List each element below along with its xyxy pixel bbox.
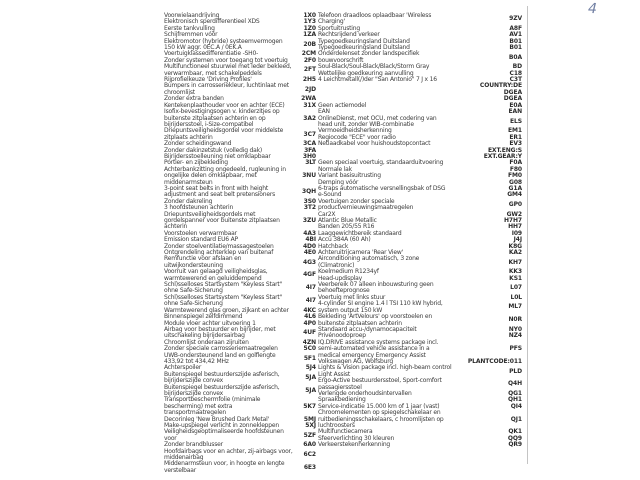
- equipment-description: Onderdelenset zonder landspecifiek bouwvoorschrift: [318, 50, 420, 64]
- equipment-description: Driepuntsveiligheidsgordels met gordelspanner voor buitenste zitplaatsen achterin: [164, 210, 280, 231]
- equipment-code: QK1: [508, 428, 522, 436]
- equipment-row: [318, 314, 522, 327]
- equipment-description: Veiligheidsgeoptimaliseerde hoofdsteunen voor: [164, 428, 284, 442]
- equipment-code: 4ZN: [302, 338, 316, 346]
- equipment-description: Variant basisuitrusting: [318, 172, 381, 180]
- equipment-description: 4-cylinder SI engine 1.4 l TSI 110 kW hybrid, system output 150 kW: [318, 300, 443, 314]
- equipment-code: KK3: [508, 268, 522, 276]
- equipment-row: [164, 397, 316, 416]
- equipment-code: DGEA: [503, 88, 522, 96]
- equipment-code: QJ1: [510, 415, 522, 423]
- equipment-description: Zonder scheidingswand: [164, 140, 232, 148]
- equipment-code: PFS: [509, 345, 522, 353]
- equipment-row: [164, 372, 316, 385]
- equipment-description: Volkswagen AG, Wolfsburg: [318, 357, 393, 365]
- equipment-code: Q4H: [508, 380, 522, 388]
- equipment-code: FM0: [508, 172, 522, 180]
- equipment-description: Voertuig met links stuur: [318, 293, 386, 301]
- equipment-description: Schl)sselloses Startsystem "Keyless Start" ohne Safe-Sicherung: [164, 293, 283, 308]
- equipment-row: [164, 461, 316, 474]
- equipment-code: KH7: [508, 258, 522, 266]
- equipment-code: B01: [509, 37, 522, 45]
- equipment-row: [164, 282, 316, 295]
- equipment-code: QQ9: [507, 434, 522, 442]
- equipment-code: 3H0: [302, 152, 316, 160]
- equipment-code: 5ZF: [303, 431, 316, 439]
- equipment-description: Zonder stoelventilatie/massagestoelen: [164, 242, 274, 250]
- equipment-description: 3-point seat belts in front with height adjustment and seat belt pretensioners: [164, 184, 276, 199]
- equipment-code: GW2: [506, 210, 522, 218]
- equipment-description: Schijfremmen vóór: [164, 31, 218, 39]
- equipment-code: 4P0: [303, 319, 316, 327]
- equipment-code: B01: [509, 44, 522, 52]
- equipment-description: Veerbereik 07 alleen inbouwsturing geen behoefteprognose: [318, 281, 434, 295]
- equipment-code: AV1: [509, 31, 522, 39]
- equipment-description: Binnenspiegel zelfdimmend: [164, 313, 243, 321]
- equipment-description: OnlineDienst, met OCU, met codering van head unit, zonder WIB-combinatie: [318, 114, 437, 128]
- equipment-code: NZ4: [508, 332, 522, 340]
- equipment-description: Zonder brandblusser: [164, 441, 223, 449]
- equipment-code: 4I7: [305, 297, 316, 305]
- equipment-description: Vermoeidheidsherkenning: [318, 127, 392, 135]
- equipment-description: Ergo-Active bestuurdersstoel, Sport-comfort passagiersstoel: [318, 377, 442, 391]
- equipment-code: ML7: [508, 303, 522, 311]
- equipment-description: Verkeerstekenherkenning: [318, 441, 391, 449]
- equipment-code: 3FA: [304, 146, 316, 154]
- equipment-description: Transportbeschermfolie (minimale bescherming) met extra transportmaatregelen: [164, 396, 261, 417]
- equipment-description: Multifunctiecamera: [318, 428, 373, 436]
- equipment-description: Chroomlijst onderaan zijruiten: [164, 338, 249, 346]
- equipment-description: Portier- en zijbekleding: [164, 159, 228, 167]
- equipment-code: 1X0: [303, 12, 316, 19]
- equipment-code: 4BI: [305, 236, 316, 244]
- equipment-description: Multifunctioneel stuurwiel met leder bekleed, verwarmbaar, met schakelpeddels: [164, 63, 292, 77]
- equipment-description: 6-traps automatische versnellingsbak of DSG: [318, 184, 446, 192]
- equipment-code: 4A3: [303, 229, 316, 237]
- equipment-description: Spraakbediening: [318, 396, 366, 404]
- equipment-code: 3A2: [303, 114, 316, 122]
- equipment-code: 31X: [303, 101, 316, 109]
- equipment-code: 5JA: [305, 386, 316, 394]
- equipment-description: Banden 205/55 R16: [318, 223, 375, 231]
- equipment-description: Remfunctie voor afslaan en uitwijkondersteuning: [164, 255, 242, 269]
- equipment-description: e-Sound: [318, 191, 342, 199]
- equipment-description: Ontgrendeling achterklep van buitenaf: [164, 249, 274, 257]
- equipment-description: Achteruitrijcamera 'Rear View': [318, 249, 403, 257]
- equipment-code: 4E0: [303, 249, 316, 257]
- equipment-description: Standaard accu-/dynamocapaciteit: [318, 325, 417, 333]
- equipment-description: Zonder dakinzetstuk (volledig dak): [164, 146, 263, 154]
- equipment-code: EAN: [508, 108, 522, 116]
- equipment-description: Head-updisplay: [318, 274, 362, 282]
- equipment-description: Zonder speciale carrosseriemaatregelen: [164, 345, 278, 353]
- equipment-code: ELS: [510, 117, 522, 125]
- equipment-code: 9ZV: [509, 15, 522, 23]
- equipment-description: 3 hoofdsteunen achterin: [164, 204, 234, 212]
- equipment-description: UWB-ondersteunend land en golflengte 433,92 tot 434,42 MHz: [164, 351, 276, 365]
- equipment-code: J4J: [513, 236, 522, 244]
- equipment-description: Typegoedkeuringsland Duitsland: [318, 44, 410, 52]
- equipment-row: [164, 295, 316, 308]
- equipment-description: Make-upspiegel verlicht in zonnekleppen: [164, 422, 279, 429]
- equipment-description: Bekleding 'ArtVelours' op voorstoelen en buitenste zitplaatsen achterin: [318, 313, 432, 327]
- equipment-code: QI4: [510, 402, 522, 410]
- equipment-code: 4G3: [303, 258, 316, 266]
- equipment-description: Demping vóór: [318, 178, 359, 186]
- equipment-description: Hatchback: [318, 242, 349, 250]
- equipment-code: 1Z0: [303, 24, 316, 32]
- equipment-description: Driepuntsveiligheidsgordel voor middelste zitplaats achterin: [164, 127, 284, 141]
- equipment-code: 6A0: [303, 441, 316, 449]
- equipment-code: HH7: [508, 223, 522, 231]
- equipment-description: Buitenspiegel bestuurderszijde asferisch, bijrijderszijde convex: [164, 370, 280, 385]
- equipment-code: 2H5: [302, 76, 316, 84]
- equipment-description: Verlengde onderhoudsintervallen: [318, 389, 412, 397]
- equipment-code: EV3: [509, 140, 522, 148]
- equipment-description: Bijrijdersstoelleuning niet omklapbaar: [164, 152, 271, 160]
- equipment-row: [318, 340, 522, 359]
- equipment-code: F0A: [509, 159, 522, 167]
- equipment-code: QH1: [508, 396, 522, 404]
- page-edge-divider: [527, 6, 528, 464]
- handwritten-page-number: 4: [587, 0, 598, 18]
- equipment-description: Schl)sselloses Startsystem "Keyless Start" ohne Safe-Sicherung: [164, 281, 283, 295]
- equipment-description: Service-indicatie 15.000 km of 1 jaar (vast): [318, 402, 440, 410]
- equipment-code: L0L: [510, 293, 522, 301]
- equipment-description: Eerste tankvulling: [164, 24, 215, 32]
- equipment-description: Soul-Black/Soul-Black/Black/Storm Gray: [318, 63, 430, 71]
- equipment-code: 5F1: [303, 354, 316, 362]
- equipment-code: 3LT: [305, 159, 316, 167]
- equipment-code: 3S0: [303, 197, 316, 205]
- equipment-code: 4L6: [304, 313, 316, 321]
- equipment-description: Kentekenplaathouder voor en achter (ECE): [164, 101, 285, 109]
- equipment-description: Wettelijke goedkeuring aanvulling: [318, 69, 414, 77]
- equipment-description: Voertuigen zonder speciale productvernieuwingsmaatregelen: [318, 197, 414, 212]
- equipment-code: PLD: [509, 367, 522, 375]
- equipment-code: 2FT: [303, 66, 316, 74]
- equipment-code: PLANTCODE:011: [467, 357, 522, 365]
- equipment-description: Car2X: [318, 210, 336, 218]
- equipment-description: Middenarmsteun voor, in hoogte en lengte verstelbaar: [164, 460, 285, 474]
- equipment-code: 4KC: [303, 306, 316, 314]
- equipment-code: I09: [511, 229, 522, 237]
- equipment-code: EM1: [508, 127, 522, 135]
- equipment-code: C18: [509, 69, 522, 77]
- equipment-list-right-column: [318, 13, 522, 449]
- equipment-code: 5K7: [303, 402, 316, 410]
- equipment-row: [164, 186, 316, 199]
- equipment-description: Elektromotor (hybride) systeemvermogen 150 kW aggr. 0EC.A / 0EK.A: [164, 37, 283, 52]
- equipment-description: Koelmedium R1234yf: [318, 268, 379, 276]
- equipment-code: BD: [512, 63, 522, 71]
- equipment-code: 6C2: [303, 450, 316, 458]
- equipment-code: 2CM: [301, 50, 316, 58]
- equipment-code: ER1: [509, 133, 522, 141]
- equipment-code: NY0: [508, 325, 522, 333]
- equipment-description: Sfeerverlichting 30 kleuren: [318, 434, 395, 442]
- equipment-code: A8F: [509, 24, 522, 32]
- equipment-code: G08: [509, 178, 522, 186]
- equipment-description: Buitenspiegel bestuurderszijde asferisch, bijrijderszijde convex: [164, 383, 280, 397]
- equipment-description: Voorwielaandrijving: [164, 12, 220, 19]
- equipment-description: IQ.DRIVE assistance systems package incl. semi-automated vehicle assistance in a medical emergency Emergency Assist: [318, 338, 439, 359]
- equipment-description: Hoofdairbags voor en achter, zij-airbags voor, middenairbag: [164, 447, 293, 462]
- equipment-code: 1ZA: [303, 31, 316, 39]
- equipment-description: Geen speciaal voertuig, standaarduitvoering: [318, 159, 444, 167]
- equipment-description: Isofix-bevestigingsogen v. kinderzitjes op buitenste zitplaatsen achterin en op bijrijdersstoel, i-Size-compatibel: [164, 108, 280, 128]
- equipment-description: Geen actiemodel: [318, 101, 367, 109]
- equipment-code: 3NU: [302, 172, 316, 180]
- equipment-description: Module vloer achter uitvoering 1: [164, 319, 256, 327]
- equipment-description: Airconditioning automatisch, 3 zone (Climatronic): [318, 255, 420, 269]
- equipment-code: DGEA: [503, 95, 522, 103]
- equipment-description: 4 Leichtmetall(/)der "San Antonio" 7 J x 16: [318, 76, 437, 84]
- equipment-code: 20B: [303, 40, 316, 48]
- equipment-code: KS1: [509, 274, 522, 282]
- equipment-code: 3T2: [303, 204, 316, 212]
- equipment-code: B0A: [508, 53, 522, 61]
- equipment-description: Normale lak: [318, 165, 352, 173]
- equipment-code: 5C0: [303, 345, 316, 353]
- equipment-code: 5JA: [305, 373, 316, 381]
- equipment-description: Lights & Vision package incl. high-beam control Light Assist: [318, 364, 452, 378]
- equipment-row: [164, 212, 316, 231]
- equipment-code: KA2: [508, 249, 522, 257]
- equipment-code: 3C7: [303, 130, 316, 138]
- equipment-description: Warmtewerend glas groen, zijkant en achter: [164, 306, 289, 314]
- equipment-code: F80: [509, 165, 522, 173]
- equipment-code: 4GF: [303, 271, 316, 279]
- equipment-description: Chroomelementen op spiegelschakelaar en ruitbedieningsschakelaars, c hroomlijsten op luchtroosters: [318, 409, 444, 429]
- equipment-description: EAN: [318, 108, 330, 116]
- equipment-description: Sportuitrusting: [318, 24, 360, 32]
- equipment-code: 2F0: [303, 56, 316, 64]
- equipment-code: QG1: [508, 389, 522, 397]
- equipment-code: 2JD: [304, 85, 316, 93]
- equipment-code: 4D0: [302, 242, 316, 250]
- equipment-code: N0R: [508, 316, 522, 324]
- equipment-code: EXT.GEAR:Y: [483, 152, 522, 160]
- equipment-code: 5XJ: [305, 422, 316, 429]
- equipment-description: Achterspoiler: [164, 364, 202, 372]
- equipment-code: 4I7: [305, 284, 316, 292]
- equipment-description: Zonder systemen voor toegang tot voertuig: [164, 56, 288, 64]
- equipment-code: COUNTRY:DE: [479, 82, 522, 90]
- equipment-code: L07: [510, 284, 522, 292]
- equipment-row: [164, 327, 316, 340]
- equipment-code: 6E3: [303, 463, 316, 471]
- equipment-code: 5J4: [305, 364, 316, 372]
- equipment-code: 5MJ: [303, 415, 316, 423]
- equipment-row: [318, 13, 522, 26]
- equipment-description: Telefoon draadloos oplaadbaar 'Wireless Charging': [318, 12, 432, 26]
- equipment-description: Rijprofielkeuze 'Driving Profiles': [164, 76, 252, 84]
- equipment-description: Typegoedkeuringsland Duitsland: [318, 37, 410, 45]
- equipment-row: [318, 442, 522, 448]
- equipment-description: Emission standard EU6 AP: [164, 236, 238, 244]
- equipment-row: [318, 410, 522, 429]
- equipment-row: [164, 167, 316, 186]
- equipment-code: QR9: [508, 441, 522, 449]
- equipment-row: [318, 282, 522, 295]
- equipment-description: Accu 384A (60 Ah): [318, 236, 371, 244]
- equipment-list-left-column: [164, 13, 316, 474]
- equipment-description: Decorinleg 'New Brushed Dark Metal': [164, 415, 270, 423]
- equipment-code: 1Y3: [303, 18, 316, 26]
- equipment-description: Elektronisch sperdifferentieel XDS: [164, 18, 260, 26]
- equipment-code: GP0: [508, 200, 522, 208]
- equipment-description: Voorruit van gelaagd veiligheidsglas, warmtewerend en geluiddempend: [164, 268, 268, 282]
- equipment-row: [164, 109, 316, 128]
- equipment-description: Zonder extra banden: [164, 95, 224, 103]
- equipment-code: EXT.ENG:S: [487, 146, 522, 154]
- equipment-description: Airbag voor bestuurder en bijrijder, met uitschakeling bijrijdersairbag: [164, 325, 276, 340]
- equipment-code: 3QH: [302, 188, 316, 196]
- equipment-description: Regiocode "ECE" voor radio: [318, 133, 396, 141]
- equipment-code: 3ZU: [302, 217, 316, 224]
- equipment-code: C3T: [509, 76, 522, 84]
- equipment-description: Zonder dakreling: [164, 197, 213, 205]
- equipment-description: Privénoodoproep: [318, 332, 366, 340]
- equipment-code: 4UF: [303, 329, 316, 337]
- equipment-code: E0A: [509, 101, 522, 109]
- equipment-code: GM4: [507, 191, 522, 199]
- equipment-description: Achterbankzitting ongedeeld, rugleuning in ongelijke delen omklapbaar, met middenarmsteun: [164, 165, 286, 186]
- equipment-code: 2WA: [301, 95, 316, 103]
- equipment-code: 3CA: [303, 140, 316, 148]
- equipment-row: [318, 199, 522, 212]
- equipment-code: K8G: [508, 242, 522, 250]
- equipment-description: Voorstoelen verwarmbaar: [164, 229, 237, 237]
- equipment-code: G1A: [508, 184, 522, 192]
- equipment-description: Laaggewichtbereik standaard: [318, 229, 402, 237]
- equipment-description: Voertuigklassedifferentiatie -SH0-: [164, 50, 259, 58]
- equipment-description: Rechtsrijdend verkeer: [318, 31, 380, 39]
- equipment-description: Netlaadkabel voor huishoudstopcontact: [318, 140, 431, 148]
- equipment-code: H7H7: [504, 217, 522, 224]
- equipment-description: Atlantic Blue Metallic: [318, 217, 377, 224]
- equipment-description: Bumpers in carrosseriekleur, luchtinlaat met chroomlijst: [164, 82, 289, 96]
